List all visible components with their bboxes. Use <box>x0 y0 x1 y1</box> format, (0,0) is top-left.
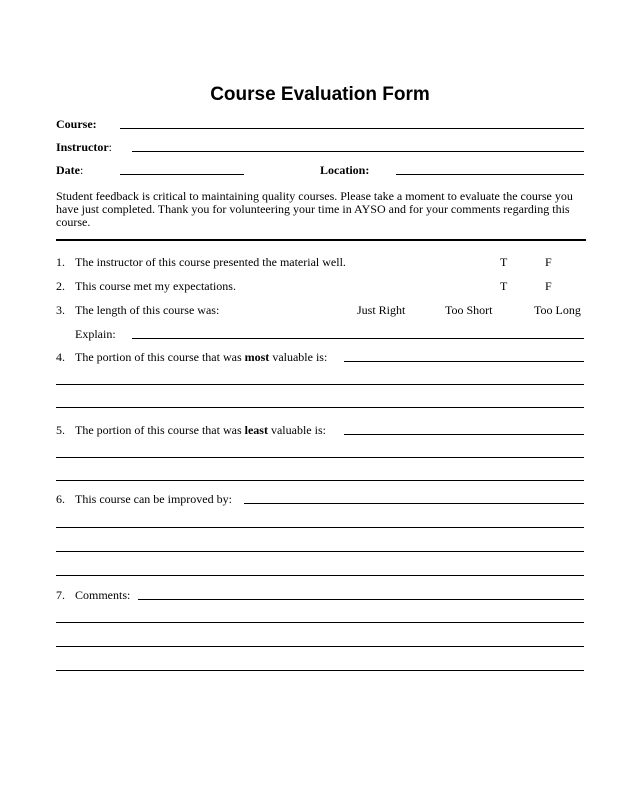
q3-option-too-long[interactable]: Too Long <box>534 303 581 317</box>
q7-answer-line-1[interactable] <box>138 599 584 600</box>
q3-option-just-right[interactable]: Just Right <box>357 303 406 317</box>
q1-option-true[interactable]: T <box>500 255 508 269</box>
q5-text-pre: The portion of this course that was <box>75 423 245 437</box>
q7-text: Comments: <box>75 588 131 602</box>
q6-answer-line-2[interactable] <box>56 527 584 528</box>
q7-answer-line-4[interactable] <box>56 670 584 671</box>
q3-option-too-short[interactable]: Too Short <box>445 303 493 317</box>
q2-number: 2. <box>56 279 65 293</box>
date-colon: : <box>80 163 84 177</box>
q5-text <box>75 423 326 438</box>
instructor-label-group <box>56 140 112 155</box>
date-label: Date <box>56 163 80 177</box>
q7-number: 7. <box>56 588 65 602</box>
instructor-colon: : <box>108 140 113 154</box>
q6-answer-line-3[interactable] <box>56 551 584 552</box>
q3-explain-label: Explain: <box>75 327 116 341</box>
q5-number: 5. <box>56 423 65 437</box>
q4-text-pre: The portion of this course that was <box>75 350 245 364</box>
q4-answer-line-2[interactable] <box>56 384 584 385</box>
form-title: Course Evaluation Form <box>210 84 430 105</box>
q2-text: This course met my expectations. <box>75 279 236 293</box>
q1-number: 1. <box>56 255 65 269</box>
q6-answer-line-4[interactable] <box>56 575 584 576</box>
q1-text: The instructor of this course presented the material well. <box>75 255 346 269</box>
instructor-label: Instructor <box>56 140 109 154</box>
location-label: Location: <box>320 163 370 177</box>
divider <box>56 239 586 241</box>
q3-number: 3. <box>56 303 65 317</box>
q5-text-bold: least <box>244 423 268 437</box>
date-label-group <box>56 163 83 178</box>
q4-number: 4. <box>56 350 65 364</box>
q3-text: The length of this course was: <box>75 303 220 317</box>
location-field[interactable] <box>396 174 584 175</box>
q7-answer-line-3[interactable] <box>56 646 584 647</box>
course-field[interactable] <box>120 128 584 129</box>
q7-answer-line-2[interactable] <box>56 622 584 623</box>
q4-text-post: valuable is: <box>269 350 328 364</box>
q6-answer-line-1[interactable] <box>244 503 584 504</box>
q1-option-false[interactable]: F <box>545 255 552 269</box>
q4-answer-line-3[interactable] <box>56 407 584 408</box>
q2-option-true[interactable]: T <box>500 279 508 293</box>
intro-text: Student feedback is critical to maintaining quality courses. Please take a moment to evaluate the course you have just completed. Thank you for volunteering your time in AYSO and for your comments regarding this course. <box>56 189 573 229</box>
q5-answer-line-2[interactable] <box>56 457 584 458</box>
q4-answer-line-1[interactable] <box>344 361 584 362</box>
date-field[interactable] <box>120 174 244 175</box>
q5-text-post: valuable is: <box>267 423 326 437</box>
q4-text-bold: most <box>244 350 270 364</box>
q2-option-false[interactable]: F <box>545 279 552 293</box>
course-label: Course: <box>56 117 97 131</box>
q3-explain-field[interactable] <box>132 338 584 339</box>
q5-answer-line-3[interactable] <box>56 480 584 481</box>
q4-text <box>75 350 327 365</box>
q6-text: This course can be improved by: <box>75 492 232 506</box>
q6-number: 6. <box>56 492 65 506</box>
q5-answer-line-1[interactable] <box>344 434 584 435</box>
instructor-field[interactable] <box>132 151 584 152</box>
